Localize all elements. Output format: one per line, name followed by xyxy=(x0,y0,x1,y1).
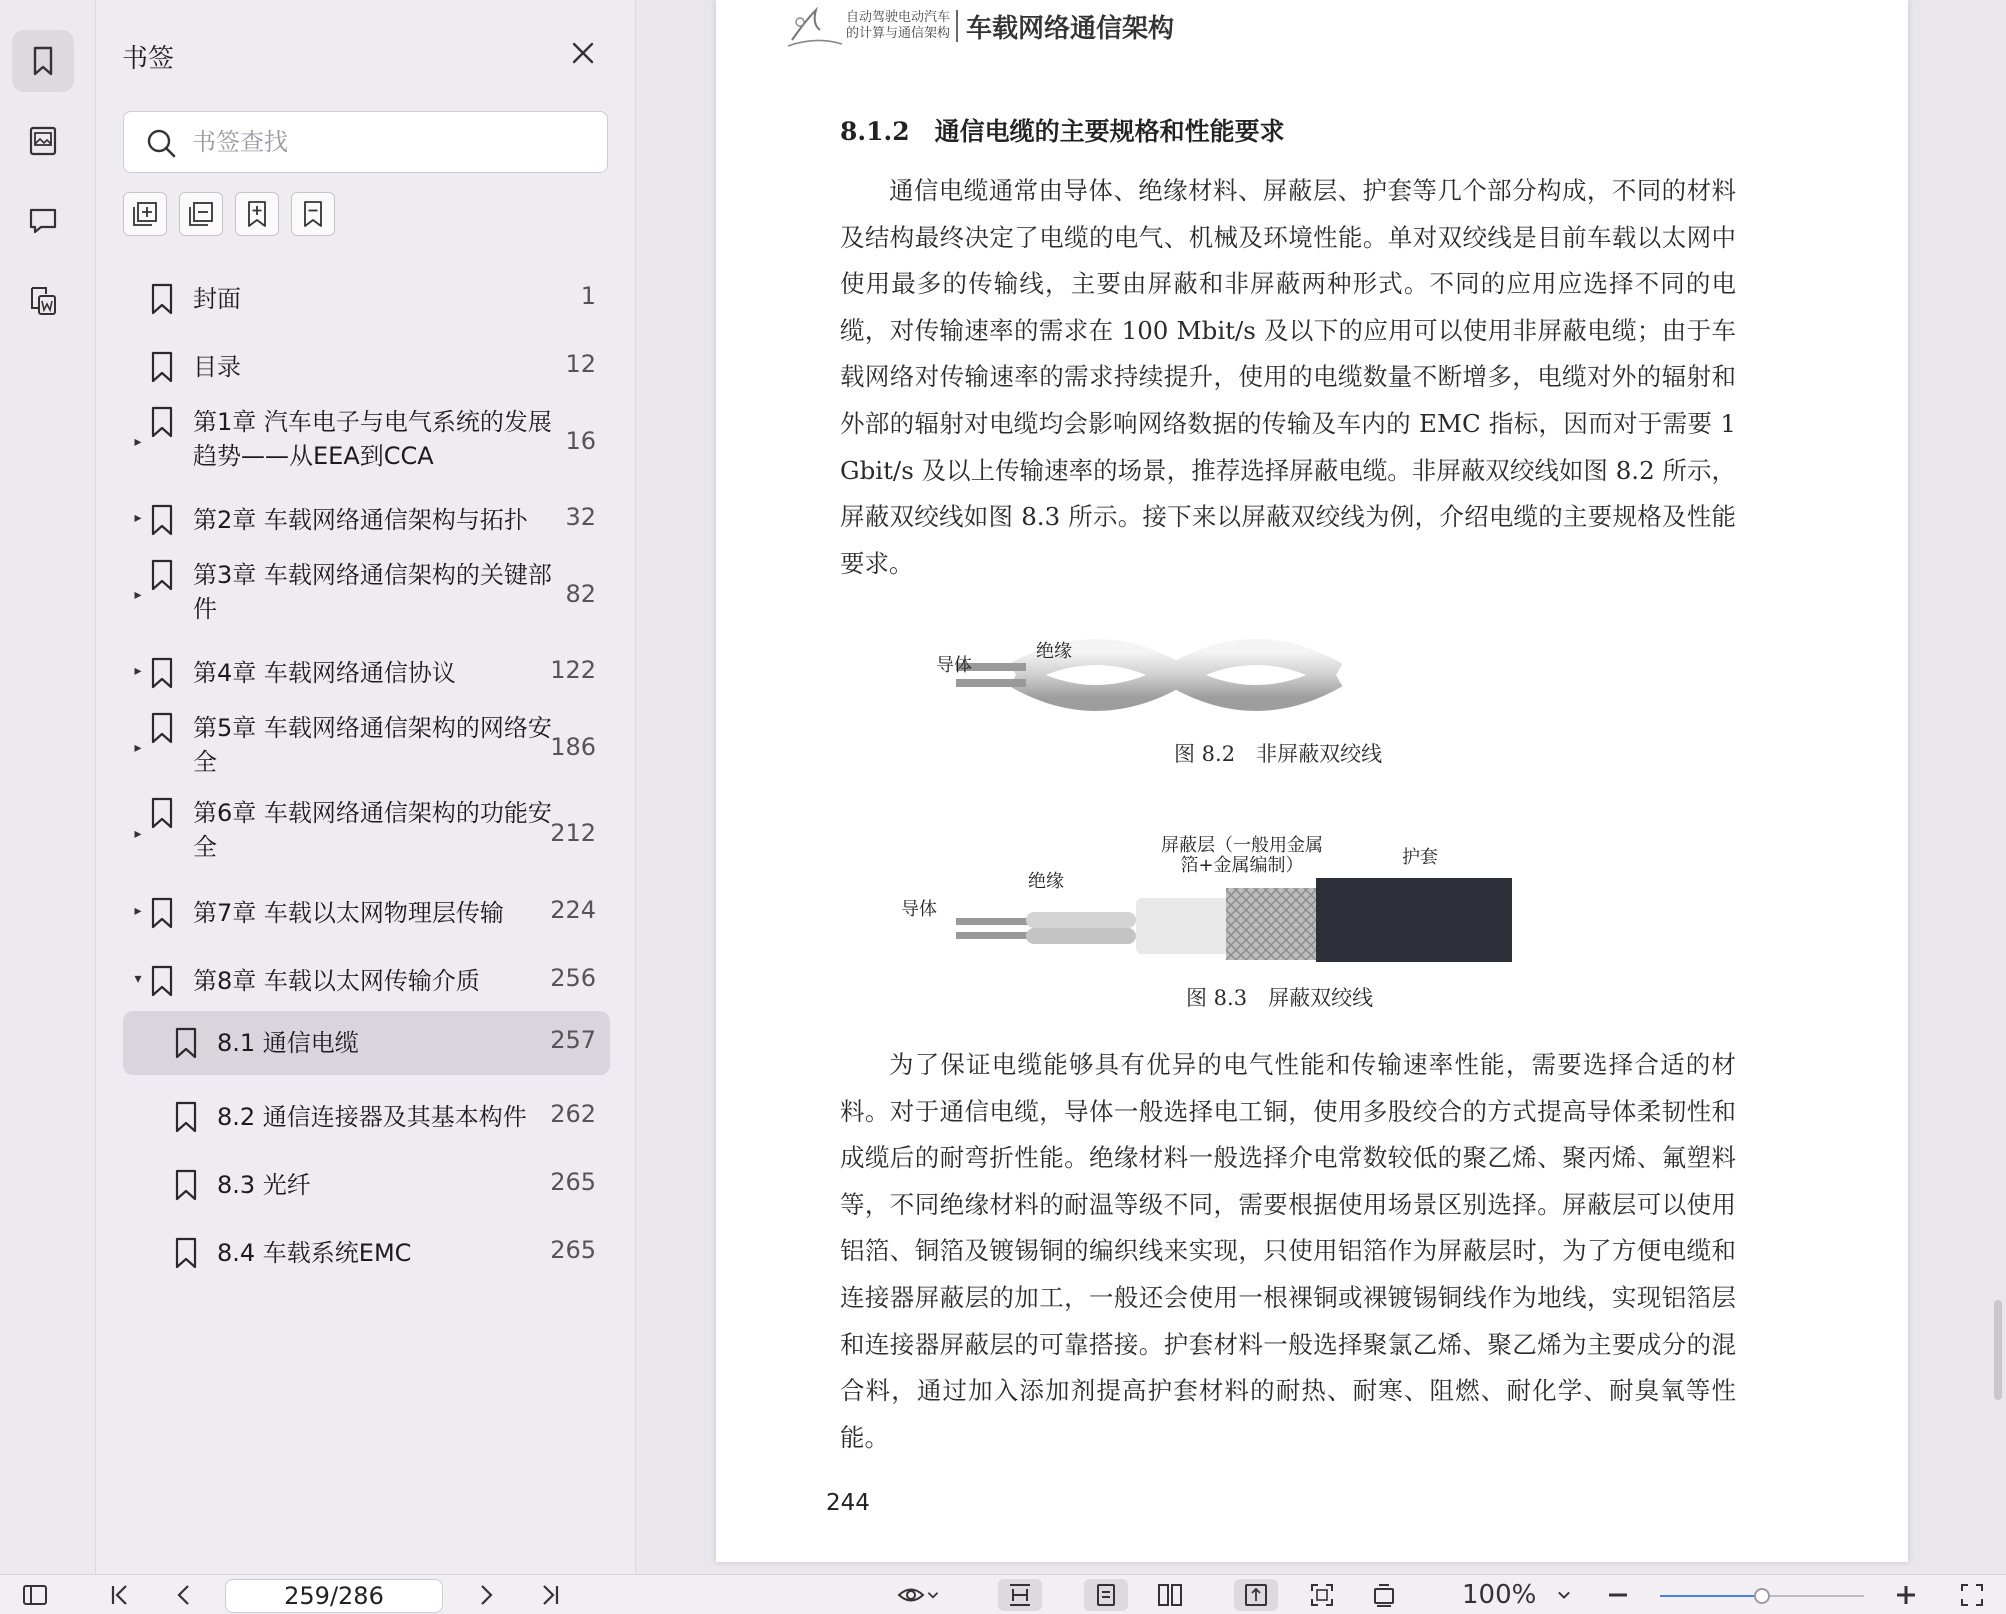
fig82-label-insulation: 绝缘 xyxy=(1036,641,1072,662)
collapse-all-button[interactable] xyxy=(179,192,223,236)
fig82-label-conductor: 导体 xyxy=(936,655,972,676)
zoom-slider-fill xyxy=(1660,1595,1762,1597)
bookmark-label: 8.4 车载系统EMC xyxy=(217,1239,412,1267)
shielded-cable-image xyxy=(936,860,1816,970)
bookmark-item[interactable] xyxy=(123,401,610,486)
plus-icon xyxy=(1892,1581,1920,1609)
bookmark-item[interactable] xyxy=(123,1219,610,1287)
caret-right-icon[interactable]: ▸ xyxy=(134,586,142,603)
last-page-button[interactable] xyxy=(534,1579,566,1611)
expand-all-button[interactable] xyxy=(123,192,167,236)
bookmark-icon xyxy=(147,964,177,998)
bookmark-page-number: 262 xyxy=(550,1100,596,1128)
running-head-series: 自动驾驶电动汽车 的计算与通信架构 xyxy=(846,10,958,42)
first-page-icon xyxy=(106,1581,134,1609)
bookmark-label: 封面 xyxy=(193,285,241,313)
bookmark-item[interactable] xyxy=(123,707,610,792)
bookmark-page-number: 16 xyxy=(565,426,596,455)
caret-right-icon[interactable]: ▸ xyxy=(134,903,142,919)
running-head xyxy=(786,0,1174,52)
fig83-label-shield: 屏蔽层（一般用金属 箔+金属编制） xyxy=(1161,835,1323,876)
bookmark-item[interactable] xyxy=(123,486,610,554)
bookmark-label: 第4章 车载网络通信协议 xyxy=(193,659,456,687)
bookmark-label: 8.2 通信连接器及其基本构件 xyxy=(217,1103,527,1131)
bookmark-label: 第1章 汽车电子与电气系统的发展趋势——从EEA到CCA xyxy=(193,408,552,470)
bookmark-page-number: 122 xyxy=(550,656,596,684)
vertical-scrollbar[interactable] xyxy=(1994,1300,2002,1400)
caret-right-icon[interactable]: ▸ xyxy=(134,739,142,756)
bookmark-item[interactable] xyxy=(123,265,610,333)
bookmark-label: 8.3 光纤 xyxy=(217,1171,311,1199)
bookmark-icon xyxy=(147,350,177,384)
bookmark-label: 第8章 车载以太网传输介质 xyxy=(193,967,480,995)
toggle-sidebar-button[interactable] xyxy=(18,1579,52,1611)
fig83-caption: 图 8.3 屏蔽双绞线 xyxy=(1186,986,1374,1010)
bookmark-icon xyxy=(147,503,177,537)
bookmark-page-number: 186 xyxy=(550,732,596,761)
bookmark-page-number: 265 xyxy=(550,1168,596,1196)
bookmark-item[interactable] xyxy=(123,947,610,1015)
bookmark-icon xyxy=(147,558,177,592)
bookmark-item[interactable] xyxy=(123,639,610,707)
bookmark-item[interactable] xyxy=(123,554,610,639)
view-mode-dropdown[interactable] xyxy=(888,1579,950,1611)
bookmark-search-box[interactable] xyxy=(123,111,608,173)
add-bookmark-button[interactable] xyxy=(235,192,279,236)
bookmark-page-number: 32 xyxy=(565,503,596,531)
close-icon[interactable] xyxy=(566,36,600,70)
bookmark-toolbar xyxy=(123,192,335,236)
caret-right-icon[interactable]: ▸ xyxy=(134,510,142,526)
remove-bookmark-icon xyxy=(297,198,329,230)
bookmark-page-number: 12 xyxy=(565,350,596,378)
bookmark-page-number: 256 xyxy=(550,964,596,992)
collapse-all-icon xyxy=(185,198,217,230)
chevron-left-icon xyxy=(170,1581,198,1609)
bookmark-icon xyxy=(147,405,177,439)
next-page-button[interactable] xyxy=(470,1579,502,1611)
page-number: 244 xyxy=(826,1490,870,1516)
bookmark-item[interactable] xyxy=(123,1151,610,1219)
icon-rail xyxy=(0,0,96,1574)
export-word-rail-icon[interactable] xyxy=(12,270,74,332)
two-page-button[interactable] xyxy=(1150,1579,1190,1611)
prev-page-button[interactable] xyxy=(168,1579,200,1611)
bookmark-label: 第5章 车载网络通信架构的网络安全 xyxy=(193,714,552,776)
section-heading: 8.1.2 通信电缆的主要规格和性能要求 xyxy=(840,117,1285,146)
bookmark-icon xyxy=(147,656,177,690)
fit-width-icon xyxy=(1006,1581,1034,1609)
bookmark-icon xyxy=(147,711,177,745)
rotate-button[interactable] xyxy=(1366,1579,1402,1611)
first-page-button[interactable] xyxy=(104,1579,136,1611)
document-page xyxy=(716,0,1908,1562)
zoom-level: 100% xyxy=(1462,1580,1537,1610)
thumbnail-rail-icon[interactable] xyxy=(12,110,74,172)
bookmark-panel xyxy=(96,0,636,1574)
single-page-button[interactable] xyxy=(1084,1579,1128,1611)
paragraph-2: 为了保证电缆能够具有优异的电气性能和传输速率性能，需要选择合适的材料。对于通信电缆，导体一般选择电工铜，使用多股绞合的方式提高导体柔韧性和成缆后的耐弯折性能。绝缘材料一般选择介电常数较低的聚乙烯、聚丙烯、氟塑料等，不同绝缘材料的耐温等级不同，需要根据使用场景区别选择。屏蔽层可以使用铝箔、铜箔及镀锡铜的编织线来实现，只使用铝箔作为屏蔽层时，为了方便电缆和连接器屏蔽层的加工，一般还会使用一根裸铜或裸镀锡铜线作为地线，实现铝箔层和连接器屏蔽层的可靠搭接。护套材料一般选择聚氯乙烯、聚乙烯为主要成分的混合料，通过加入添加剂提高护套材料的耐热、耐寒、阻燃、耐化学、耐臭氧等性能。 xyxy=(840,1050,1736,1452)
bookmark-search-input[interactable] xyxy=(192,122,592,162)
fullscreen-button[interactable] xyxy=(1954,1579,1990,1611)
zoom-slider[interactable] xyxy=(1660,1595,1864,1597)
page-number-input[interactable]: 259/286 xyxy=(225,1579,443,1613)
caret-right-icon[interactable]: ▸ xyxy=(134,433,142,450)
zoom-out-button[interactable] xyxy=(1600,1579,1636,1611)
bookmark-icon xyxy=(147,896,177,930)
bookmark-page-number: 82 xyxy=(565,579,596,608)
remove-bookmark-button[interactable] xyxy=(291,192,335,236)
comment-rail-icon[interactable] xyxy=(12,190,74,252)
bookmark-icon xyxy=(147,282,177,316)
book-logo-icon xyxy=(786,0,846,52)
bookmark-item[interactable] xyxy=(123,333,610,401)
zoom-slider-handle[interactable] xyxy=(1754,1588,1770,1604)
bookmark-item[interactable] xyxy=(123,1083,610,1151)
zoom-dropdown[interactable] xyxy=(1552,1579,1576,1611)
bookmark-rail-icon[interactable] xyxy=(12,30,74,92)
fig83-label-conductor: 导体 xyxy=(901,899,937,920)
last-page-icon xyxy=(536,1581,564,1609)
bookmark-label: 第2章 车载网络通信架构与拓扑 xyxy=(193,506,528,534)
fig82-caption: 图 8.2 非屏蔽双绞线 xyxy=(1174,742,1383,766)
bookmark-page-number: 257 xyxy=(550,1026,596,1054)
bookmark-item[interactable] xyxy=(123,879,610,947)
bookmark-label: 目录 xyxy=(193,353,241,381)
bookmark-label: 8.1 通信电缆 xyxy=(217,1029,359,1057)
single-page-icon xyxy=(1092,1581,1120,1609)
bottom-toolbar xyxy=(0,1574,2006,1614)
eye-icon xyxy=(897,1581,925,1609)
bookmark-item[interactable] xyxy=(123,1011,610,1075)
search-icon xyxy=(144,126,178,160)
continuous-scroll-button[interactable] xyxy=(1234,1579,1278,1611)
add-bookmark-icon xyxy=(241,198,273,230)
chevron-down-icon xyxy=(925,1587,941,1603)
bookmark-icon xyxy=(147,796,177,830)
bookmark-page-number: 265 xyxy=(550,1236,596,1264)
fig83-label-insulation: 绝缘 xyxy=(1028,871,1064,892)
bookmark-icon xyxy=(171,1168,201,1202)
two-page-icon xyxy=(1156,1581,1184,1609)
bookmark-item[interactable] xyxy=(123,792,610,879)
chevron-down-icon xyxy=(1555,1586,1573,1604)
bookmark-icon xyxy=(171,1100,201,1134)
sidebar-icon xyxy=(21,1581,49,1609)
caret-down-icon[interactable]: ▾ xyxy=(134,971,142,987)
bookmark-page-number: 1 xyxy=(580,282,596,310)
expand-all-icon xyxy=(129,198,161,230)
fit-page-button[interactable] xyxy=(1304,1579,1340,1611)
minus-icon xyxy=(1604,1581,1632,1609)
rotate-icon xyxy=(1370,1581,1398,1609)
bookmark-page-number: 212 xyxy=(550,818,596,847)
bookmark-label: 第7章 车载以太网物理层传输 xyxy=(193,899,504,927)
fig83-label-jacket: 护套 xyxy=(1402,847,1438,868)
paragraph-1: 通信电缆通常由导体、绝缘材料、屏蔽层、护套等几个部分构成，不同的材料及结构最终决定了电缆的电气、机械及环境性能。单对双绞线是目前车载以太网中使用最多的传输线，主要由屏蔽和非屏蔽两种形式。不同的应用应选择不同的电缆，对传输速率的需求在 100 Mbit/s 及以下的应用可以使用非屏蔽电缆；由于车载网络对传输速率的需求持续提升，使用的电缆数量不断增多，电缆对外的辐射和外部的辐射对电缆均会影响网络数据的传输及车内的 EMC 指标，因而对于需要 1 Gbit/s 及以上传输速率的场景，推荐选择屏蔽电缆。非屏蔽双绞线如图 8.2 所示，屏蔽双绞线如图 8.3 所示。接下来以屏蔽双绞线为例，介绍电缆的主要规格及性能要求。 xyxy=(840,176,1736,578)
running-head-title: 车载网络通信架构 xyxy=(966,13,1175,44)
bookmark-icon xyxy=(171,1026,201,1060)
fit-width-button[interactable] xyxy=(998,1579,1042,1611)
bookmark-icon xyxy=(171,1236,201,1270)
document-viewport[interactable] xyxy=(636,0,2006,1574)
zoom-in-button[interactable] xyxy=(1888,1579,1924,1611)
bookmark-label: 第3章 车载网络通信架构的关键部件 xyxy=(193,561,552,623)
chevron-right-icon xyxy=(472,1581,500,1609)
panel-title: 书签 xyxy=(122,44,175,74)
bookmark-label: 第6章 车载网络通信架构的功能安全 xyxy=(193,799,552,861)
caret-right-icon[interactable]: ▸ xyxy=(134,825,142,842)
bookmark-page-number: 224 xyxy=(550,896,596,924)
unshielded-cable-image xyxy=(936,635,1376,715)
caret-right-icon[interactable]: ▸ xyxy=(134,663,142,679)
continuous-scroll-icon xyxy=(1242,1581,1270,1609)
fullscreen-icon xyxy=(1958,1581,1986,1609)
fit-page-icon xyxy=(1308,1581,1336,1609)
